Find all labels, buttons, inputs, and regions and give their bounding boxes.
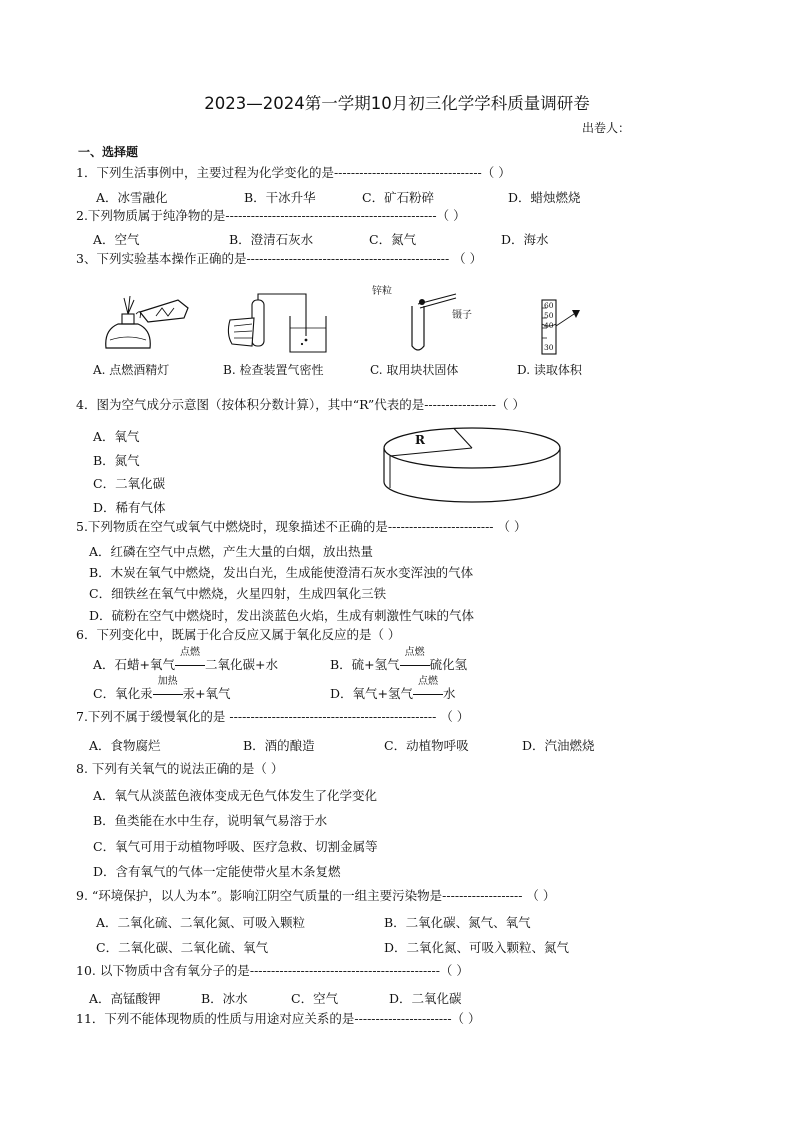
airtightness-check-figure <box>222 290 342 356</box>
question-2-stem: 2.下列物质属于纯净物的是--------------------------------------------------（ ） <box>76 208 466 223</box>
tick-label: 30 <box>544 343 554 352</box>
q3-option-d: D. 读取体积 <box>517 363 582 377</box>
tick-label: 50 <box>544 311 554 320</box>
q4-option-b: B．氮气 <box>93 453 140 468</box>
q7-option-c: C．动植物呼吸 <box>384 738 469 753</box>
q2-option-c: C．氮气 <box>369 232 417 247</box>
question-4-stem: 4．图为空气成分示意图（按体积分数计算），其中“R”代表的是-----------------（ ） <box>76 397 525 412</box>
graduated-cylinder-figure <box>530 298 590 356</box>
reaction-reactants: A．石蜡+氧气 <box>93 657 176 672</box>
question-6-stem: 6．下列变化中，既属于化合反应又属于氧化反应的是（ ） <box>76 627 401 642</box>
reaction-reactants: C．氧化汞 <box>93 686 153 701</box>
reaction-reactants: D．氧气+氢气 <box>330 686 413 701</box>
q4-option-a: A．氧气 <box>93 429 140 444</box>
section-heading: 一、选择题 <box>78 145 139 159</box>
q5-option-c: C．细铁丝在氧气中燃烧，火星四射，生成四氧化三铁 <box>89 586 387 601</box>
q3-option-c: C. 取用块状固体 <box>370 363 459 377</box>
reaction-products: 二氧化碳+水 <box>205 657 278 672</box>
q6-option-c <box>93 676 231 702</box>
q5-option-d: D．硫粉在空气中燃烧时，发出淡蓝色火焰，生成有刺激性气味的气体 <box>89 608 475 623</box>
q1-option-d: D．蜡烛燃烧 <box>508 190 581 205</box>
q2-option-b: B．澄清石灰水 <box>229 232 314 247</box>
reaction-reactants: B．硫+氢气 <box>330 657 400 672</box>
q10-option-d: D．二氧化碳 <box>389 991 462 1006</box>
q6-option-d <box>330 676 456 702</box>
question-10-stem: 10. 以下物质中含有氧分子的是---------------------------------------------（ ） <box>76 963 469 978</box>
question-1-stem: 1．下列生活事例中，主要过程为化学变化的是-----------------------------------（ ） <box>76 165 511 180</box>
author-label: 出卷人： <box>582 121 631 135</box>
q8-option-a: A．氧气从淡蓝色液体变成无色气体发生了化学变化 <box>93 788 378 803</box>
q8-option-c: C．氧气可用于动植物呼吸、医疗急救、切割金属等 <box>93 839 378 854</box>
tick-label: 40 <box>544 321 554 330</box>
q5-option-b: B．木炭在氧气中燃烧，发出白光，生成能使澄清石灰水变浑浊的气体 <box>89 565 474 580</box>
q1-option-c: C．矿石粉碎 <box>362 190 435 205</box>
reaction-arrow <box>153 676 183 701</box>
q3-option-a: A. 点燃酒精灯 <box>93 363 170 377</box>
air-composition-disk-figure <box>382 424 562 506</box>
question-7-stem: 7.下列不属于缓慢氧化的是 ------------------------------------------------- （ ） <box>76 709 470 724</box>
q5-option-a: A．红磷在空气中点燃，产生大量的白烟，放出热量 <box>89 544 374 559</box>
q9-option-b: B．二氧化碳、氮气、氧气 <box>384 915 531 930</box>
q1-option-b: B．干冰升华 <box>244 190 316 205</box>
q10-option-c: C．空气 <box>291 991 339 1006</box>
q9-option-a: A．二氧化硫、二氧化氮、可吸入颗粒 <box>96 915 306 930</box>
tick-label: 60 <box>544 301 554 310</box>
reaction-products: 汞+氧气 <box>182 686 231 701</box>
r-label: R <box>415 433 425 447</box>
q4-option-c: C．二氧化碳 <box>93 476 166 491</box>
q6-option-b <box>330 647 468 673</box>
q9-option-d: D．二氧化氮、可吸入颗粒、氮气 <box>384 940 570 955</box>
q1-option-a: A．冰雪融化 <box>96 190 168 205</box>
q7-option-d: D．汽油燃烧 <box>522 738 595 753</box>
q10-option-a: A．高锰酸钾 <box>89 991 161 1006</box>
question-9-stem: 9. “环境保护，以人为本”。影响江阴空气质量的一组主要污染物是------------------- （ ） <box>76 888 556 903</box>
q2-option-d: D．海水 <box>501 232 549 247</box>
q4-option-d: D．稀有气体 <box>93 500 166 515</box>
reaction-condition: 点燃 <box>180 647 201 658</box>
q8-option-d: D．含有氧气的气体一定能使带火星木条复燃 <box>93 864 341 879</box>
tweezers-label: 镊子 <box>452 310 472 321</box>
q7-option-a: A．食物腐烂 <box>89 738 161 753</box>
q10-option-b: B．冰水 <box>201 991 248 1006</box>
q8-option-b: B．鱼类能在水中生存，说明氧气易溶于水 <box>93 813 328 828</box>
zinc-granule-label: 锌粒 <box>372 286 392 297</box>
reaction-arrow <box>413 676 443 701</box>
reaction-products: 硫化氢 <box>429 657 468 672</box>
q9-option-c: C．二氧化碳、二氧化硫、氧气 <box>96 940 269 955</box>
alcohol-lamp-figure <box>100 290 195 352</box>
question-3-stem: 3、下列实验基本操作正确的是------------------------------------------------ （ ） <box>76 251 483 266</box>
reaction-condition: 加热 <box>157 676 178 687</box>
q2-option-a: A．空气 <box>93 232 140 247</box>
reaction-arrow <box>400 647 430 672</box>
q3-option-b: B. 检查装置气密性 <box>223 363 324 377</box>
q7-option-b: B．酒的酿造 <box>243 738 315 753</box>
reaction-condition: 点燃 <box>404 647 425 658</box>
reaction-condition: 点燃 <box>418 676 438 687</box>
q6-option-a <box>93 647 278 673</box>
reaction-products: 水 <box>443 686 456 701</box>
question-8-stem: 8. 下列有关氧气的说法正确的是（ ） <box>76 761 284 776</box>
reaction-arrow <box>175 647 205 672</box>
test-tube-tweezers-figure <box>400 288 470 356</box>
question-5-stem: 5.下列物质在空气或氧气中燃烧时，现象描述不正确的是------------------------- （ ） <box>76 519 527 534</box>
page-title: 2023—2024第一学期10月初三化学学科质量调研卷 <box>204 94 590 113</box>
question-11-stem: 11．下列不能体现物质的性质与用途对应关系的是-----------------------（ ） <box>76 1011 481 1026</box>
